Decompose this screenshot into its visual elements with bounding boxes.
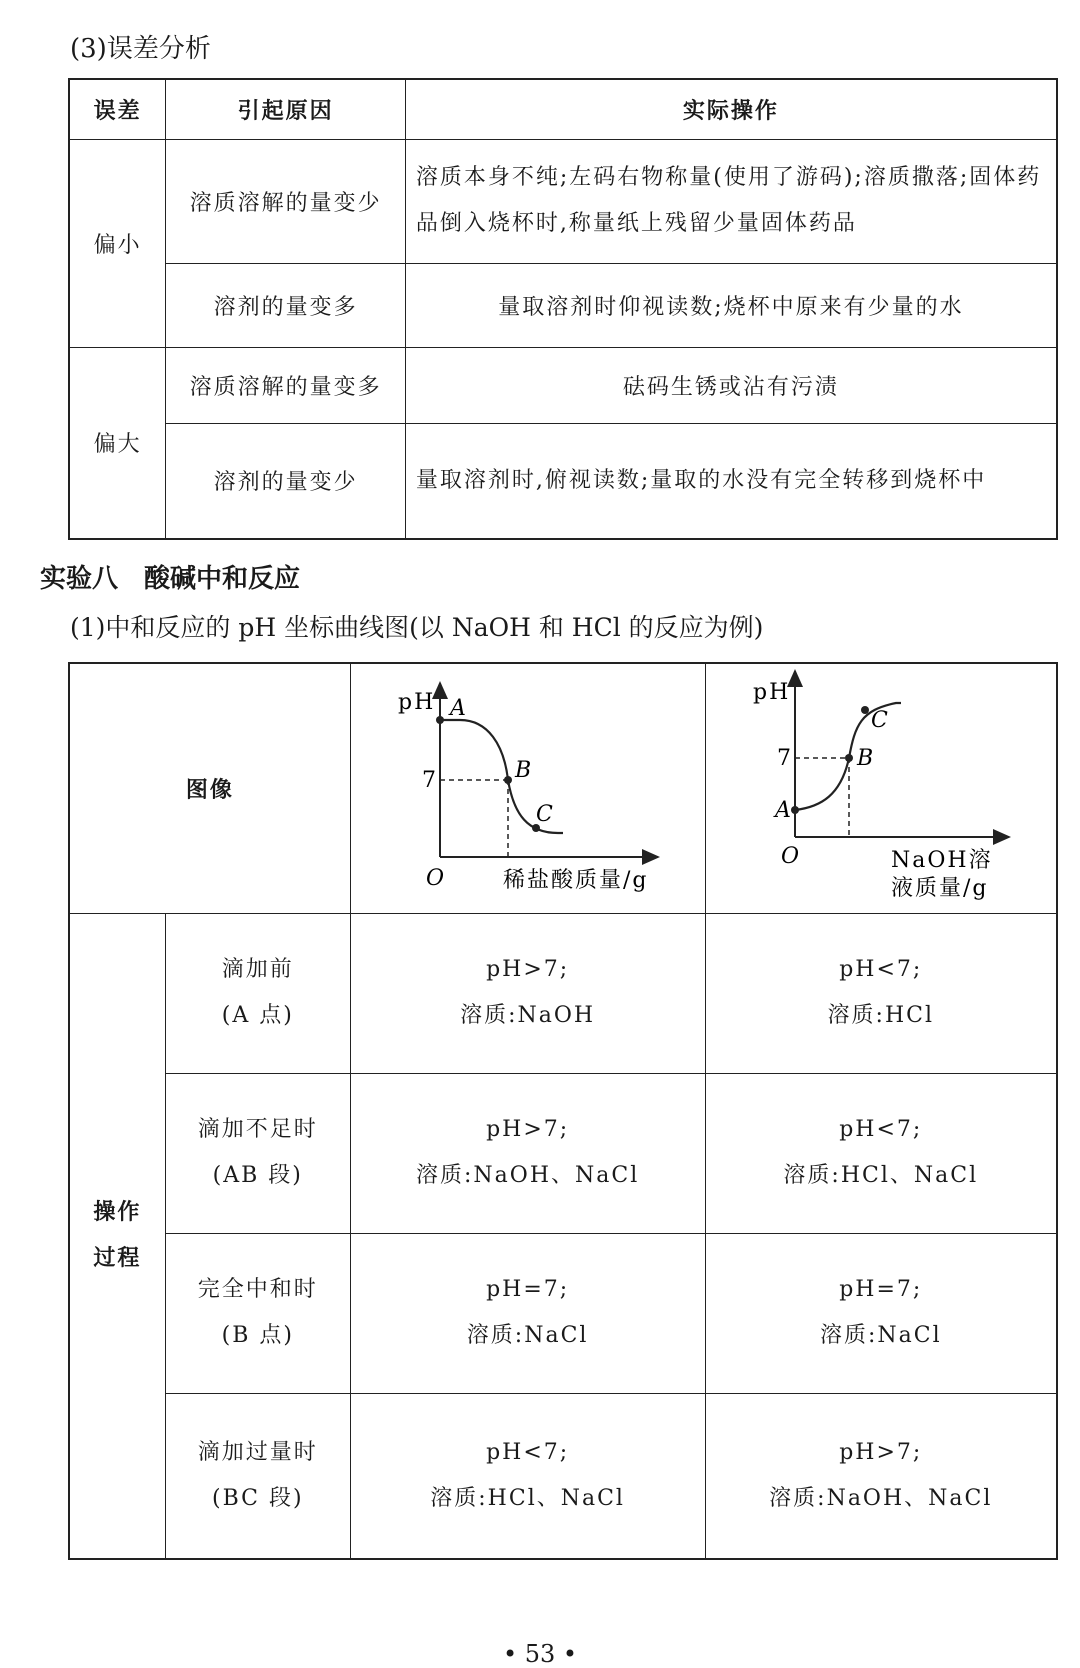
x-label-line2: 液质量/g	[890, 876, 989, 902]
cause-cell: 溶剂的量变多	[166, 263, 406, 347]
solute: 溶质:NaCl	[819, 1323, 942, 1348]
ph-value: pH>7;	[486, 957, 570, 982]
header-cause: 引起原因	[166, 79, 406, 139]
point-c	[861, 706, 869, 714]
process-label-line2: 过程	[93, 1245, 142, 1271]
experiment-title: 实验八 酸碱中和反应	[40, 564, 301, 594]
right-cell	[705, 1073, 1057, 1233]
stage-name: 完全中和时	[197, 1277, 318, 1302]
solute: 溶质:NaCl	[466, 1323, 589, 1348]
cause-cell: 溶质溶解的量变少	[166, 139, 406, 263]
origin-label: O	[425, 866, 446, 892]
ph-curve-table	[68, 662, 1058, 1560]
label-b: B	[514, 758, 533, 784]
error-large: 偏大	[69, 347, 166, 539]
y-label: pH	[397, 690, 435, 716]
label-a: A	[774, 798, 793, 824]
stage-name: 滴加前	[221, 957, 294, 982]
ph-curve-chart-1	[358, 665, 698, 905]
stage-point: (AB 段)	[212, 1163, 303, 1188]
operation-cell: 砝码生锈或沾有污渍	[405, 347, 1057, 423]
table-row	[69, 139, 1057, 263]
ph-value: pH<7;	[839, 957, 923, 982]
solute: 溶质:NaOH	[460, 1003, 596, 1028]
stage-cell	[165, 1233, 350, 1393]
table-row	[69, 263, 1057, 347]
ph-value: pH>7;	[839, 1439, 923, 1465]
cause-cell: 溶质溶解的量变多	[166, 347, 406, 423]
y-label: pH	[752, 680, 791, 706]
operation-cell: 量取溶剂时仰视读数;烧杯中原来有少量的水	[405, 263, 1057, 347]
label-c: C	[535, 802, 555, 828]
table-header-row	[69, 79, 1057, 139]
operation-cell: 量取溶剂时,俯视读数;量取的水没有完全转移到烧杯中	[405, 423, 1057, 539]
x-label-line1: NaOH溶	[890, 848, 993, 874]
stage-point: (A 点)	[221, 1003, 294, 1028]
section-title: (3)误差分析	[70, 34, 211, 64]
graph-base-into-acid	[705, 663, 1057, 913]
stage-cell	[165, 913, 350, 1073]
left-cell	[350, 1393, 705, 1559]
point-a	[436, 716, 444, 724]
operation-cell: 溶质本身不纯;左码右物称量(使用了游码);溶质撒落;固体药品倒入烧杯时,称量纸上残留少量固体药品	[405, 139, 1057, 263]
stage-name: 滴加不足时	[197, 1117, 318, 1142]
label-a: A	[449, 696, 468, 722]
ph-value: pH=7;	[486, 1277, 570, 1302]
stage-point: (BC 段)	[211, 1485, 304, 1511]
error-analysis-table	[68, 78, 1058, 540]
label-c: C	[870, 708, 890, 734]
point-b	[504, 776, 512, 784]
ph-value: pH=7;	[839, 1277, 923, 1302]
stage-cell	[165, 1393, 350, 1559]
table-row	[69, 347, 1057, 423]
stage-point: (B 点)	[221, 1323, 294, 1348]
solute: 溶质:NaOH、NaCl	[416, 1163, 640, 1188]
table-row	[69, 1233, 1057, 1393]
tick-seven: 7	[421, 768, 438, 794]
stage-name: 滴加过量时	[197, 1439, 318, 1465]
graph-acid-into-base	[350, 663, 705, 913]
image-label: 图像	[69, 663, 350, 913]
right-cell	[705, 913, 1057, 1073]
point-b	[845, 754, 853, 762]
right-cell	[705, 1393, 1057, 1559]
cause-cell: 溶剂的量变少	[166, 423, 406, 539]
origin-label: O	[780, 844, 801, 870]
solute: 溶质:HCl、NaCl	[783, 1163, 979, 1188]
header-operation: 实际操作	[405, 79, 1057, 139]
page-number: • 53 •	[502, 1640, 578, 1668]
ph-value: pH<7;	[839, 1117, 923, 1142]
left-cell	[350, 913, 705, 1073]
header-error: 误差	[69, 79, 166, 139]
tick-seven: 7	[776, 746, 793, 772]
solute: 溶质:HCl	[827, 1003, 935, 1028]
left-cell	[350, 1233, 705, 1393]
ph-value: pH<7;	[486, 1439, 570, 1465]
process-label	[69, 913, 165, 1559]
right-cell	[705, 1233, 1057, 1393]
left-cell	[350, 1073, 705, 1233]
table-row	[69, 913, 1057, 1073]
ph-value: pH>7;	[486, 1117, 570, 1142]
graph-row	[69, 663, 1057, 913]
stage-cell	[165, 1073, 350, 1233]
table-row	[69, 423, 1057, 539]
table-row	[69, 1393, 1057, 1559]
table-row	[69, 1073, 1057, 1233]
process-label-line1: 操作	[93, 1199, 142, 1225]
label-b: B	[856, 746, 875, 772]
solute: 溶质:HCl、NaCl	[430, 1485, 625, 1511]
solute: 溶质:NaOH、NaCl	[769, 1485, 993, 1511]
error-small: 偏小	[69, 139, 166, 347]
subsection-title: (1)中和反应的 pH 坐标曲线图(以 NaOH 和 HCl 的反应为例)	[70, 613, 764, 642]
x-label: 稀盐酸质量/g	[502, 868, 649, 894]
ph-curve-chart-2	[711, 665, 1051, 905]
